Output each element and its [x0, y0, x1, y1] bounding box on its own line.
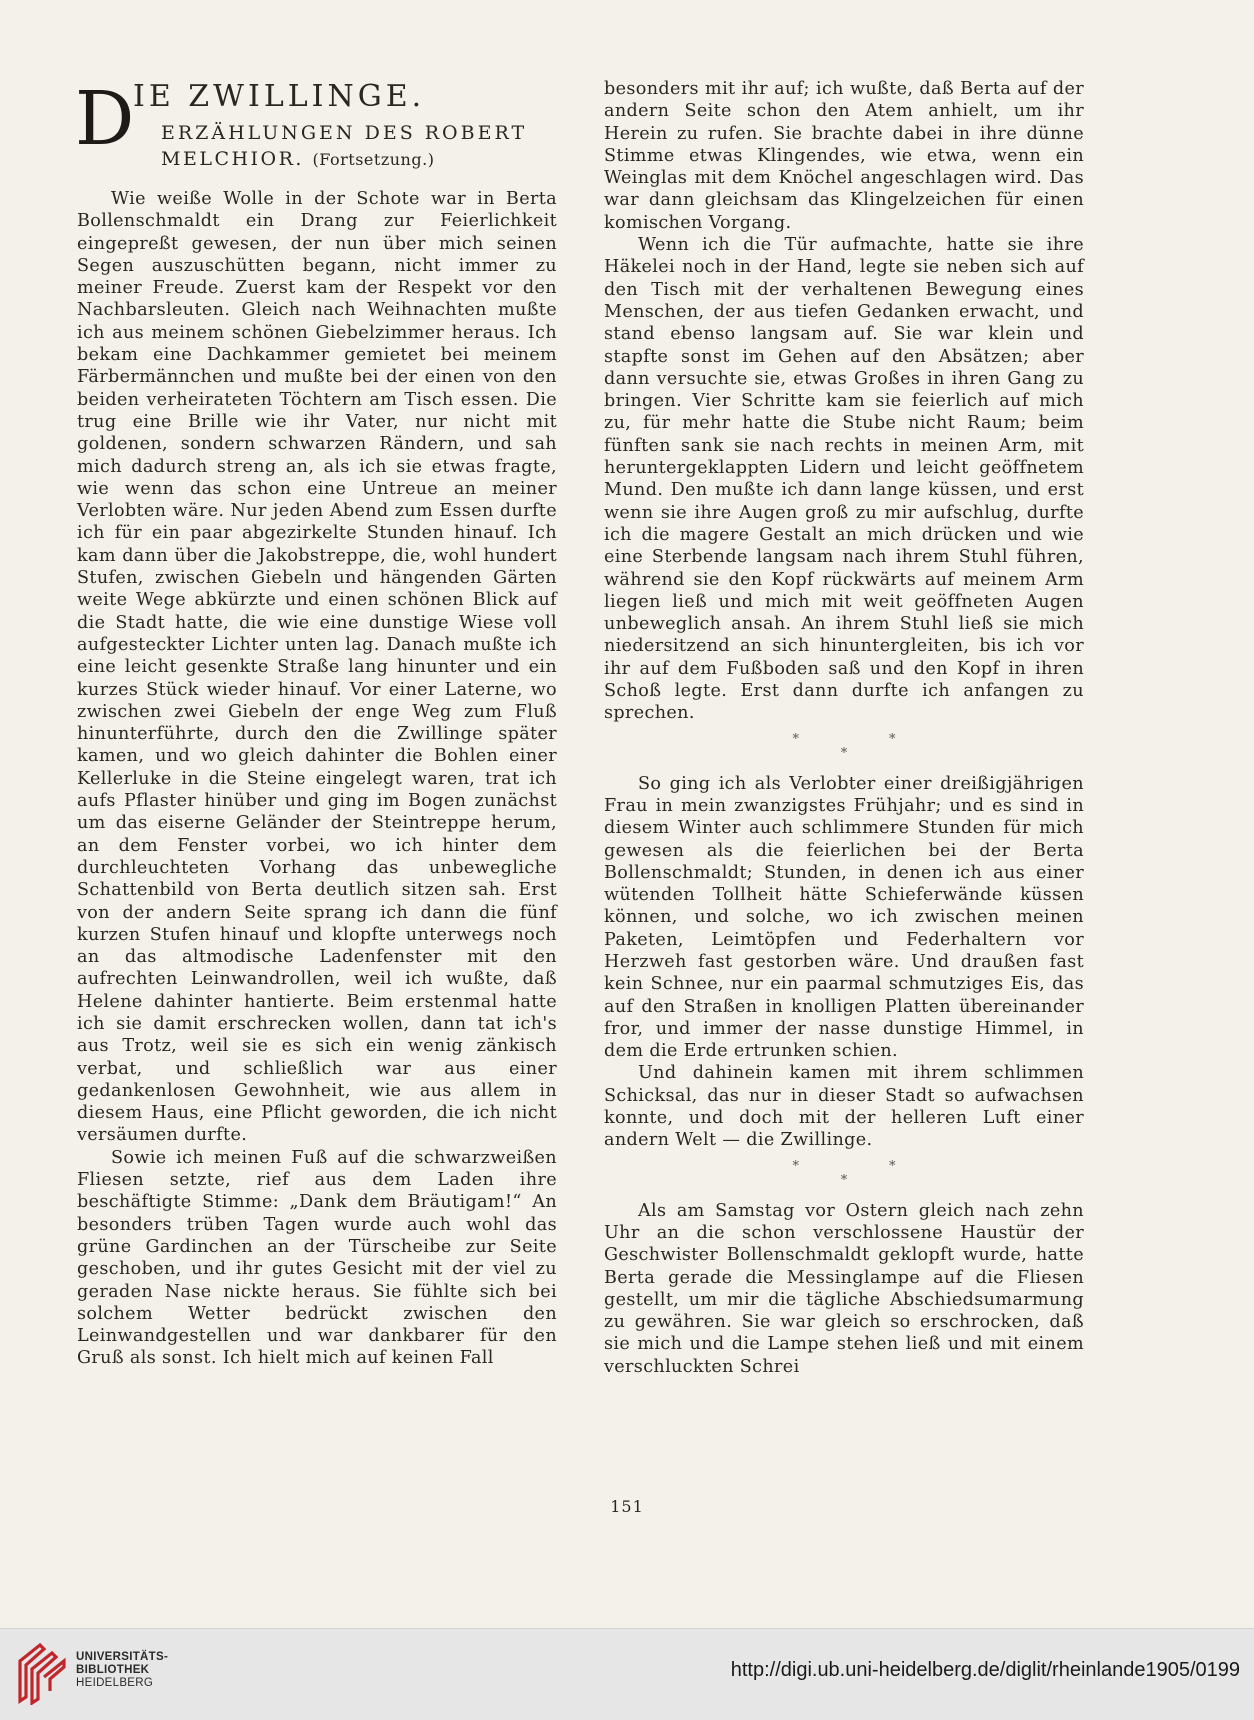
title-continuation-note: (Fortsetzung.): [312, 150, 435, 169]
library-name-line: UNIVERSITÄTS-: [76, 1651, 169, 1663]
paragraph: Wie weiße Wolle in der Schote war in Berta Bollenschmaldt ein Drang zur Feierlichkeit eingepreßt gewesen, der nun über mich seinen Segen auszuschütten begann, nicht immer zu meiner Freude. Zuerst kam der Respekt vor den Nachbarsleuten. Gleich nach Weihnachten mußte ich aus meinem schönen Giebelzimmer heraus. Ich bekam eine Dachkammer gemietet bei meinem Färbermännchen und mußte bei der einen von den beiden verheirateten Töchtern am Tisch essen. Die trug eine Brille wie ihr Vater, nur nicht mit goldenen, sondern schwarzen Rändern, und sah mich dadurch streng an, als ich sie etwas fragte, wie wenn das schon eine Untreue an meiner Verlobten wäre. Nur jeden Abend zum Essen durfte ich für ein paar abgezirkelte Stunden hinauf. Ich kam dann über die Jakobstreppe, die, wohl hundert Stufen, zwischen Giebeln und hängenden Gärten weite Wege abkürzte und einen schönen Blick auf die Stadt hatte, die wie eine dunstige Wiese voll aufgesteckter Lichter unten lag. Danach mußte ich eine leicht gesenkte Straße lang hinunter und ein kurzes Stück wieder hinauf. Vor einer Laterne, wo zwischen zwei Giebeln der enge Weg zum Fluß hinunterführte, durch den die Zwillinge später kamen, und wo gleich dahinter die Bohlen einer Kellerluke in die Steine eingelegt waren, trat ich aufs Pflaster hinüber und ging im Bogen zunächst um das eiserne Geländer der Steintreppe herum, an dem Fenster vorbei, wo ich hinter dem durchleuchteten Vorhang das unbewegliche Schattenbild von Berta deutlich sitzen sah. Erst von der andern Seite sprang ich dann die fünf kurzen Stufen hinauf und klopfte unterwegs noch an das altmodische Ladenfenster mit den aufrechten Leinwandrollen, weil ich wußte, daß Helene dahinter hantierte. Beim erstenmal hatte ich sie damit erschrecken wollen, dann tat ich's aus Trotz, weil sie es sich ein wenig zänkisch verbat, und schließlich war aus einer gedankenlosen Gewohnheit, wie aus allem in diesem Haus, eine Pflicht geworden, die ich nicht versäumen durfte.: [77, 189, 557, 1146]
library-name: [76, 1651, 168, 1690]
section-separator: [604, 1160, 1084, 1188]
asterisk: *: [889, 731, 896, 747]
asterisk: *: [792, 731, 799, 747]
asterisk: *: [792, 1158, 799, 1174]
left-column: [77, 78, 557, 1370]
library-name-line: HEIDELBERG: [76, 1677, 154, 1689]
paragraph: So ging ich als Verlobter einer dreißigjährigen Frau in mein zwanzigstes Frühjahr; und es sind in diesem Winter auch schlimmere Stunden für mich gewesen als die feierlichen bei der Berta Bollenschmaldt; Stunden, in denen ich aus einer wütenden Tollheit hätte Schieferwände küssen können, und solche, wo ich zwischen meinen Paketen, Leimtöpfen und Federhaltern vor Herzweh fast gestorben wäre. Und draußen fast kein Schnee, nur ein paarmal schmutziges Eis, das auf den Straßen in knolligen Platten übereinander fror, und immer der nasse dunstige Himmel, in dem die Erde ertrunken schien.: [604, 773, 1084, 1062]
article-title: [77, 78, 557, 180]
paragraph: besonders mit ihr auf; ich wußte, daß Berta auf der andern Seite schon den Atem anhielt, um ihr Herein zu rufen. Sie brachte dabei in ihre dünne Stimme etwas Klingendes, wie etwa, wenn ein Weinglas mit dem Knöchel angeschlagen wird. Das war dann gleichsam das Klingelzeichen für einen komischen Vorgang.: [604, 79, 1084, 233]
title-dropcap: D: [75, 76, 135, 162]
library-name-line: BIBLIOTHEK: [76, 1664, 150, 1676]
paragraph: Und dahinein kamen mit ihrem schlimmen Schicksal, das nur in dieser Stadt so aufwachsen konnte, und doch mit der helleren Luft einer andern Welt — die Zwillinge.: [604, 1063, 1084, 1151]
permalink-url[interactable]: http://digi.ub.uni-heidelberg.de/diglit/rheinlande1905/0199: [730, 1659, 1240, 1681]
paragraph: Sowie ich meinen Fuß auf die schwarzweißen Fliesen setzte, rief aus dem Laden ihre beschäftigte Stimme: „Dank dem Bräutigam!“ An besonders trüben Tagen wurde auch wohl das grüne Gardinchen an der Türscheibe zur Seite geschoben, und ihr gutes Gesicht mit der viel zu geraden Nase nickte heraus. Sie fühlte sich bei solchem Wetter bedrückt zwischen den Leinwandgestellen und war dankbarer für den Gruß als sonst. Ich hielt mich auf keinen Fall: [77, 1147, 557, 1369]
asterisk: *: [889, 1158, 896, 1174]
paragraph: Als am Samstag vor Ostern gleich nach zehn Uhr an die schon verschlossene Haustür der Geschwister Bollenschmaldt geklopft wurde, hatte Berta gerade die Messinglampe auf die Fliesen gestellt, um mir die tägliche Abschiedsumarmung zu gewähren. Sie war gleich so erschrocken, daß sie mich und die Lampe stehen ließ und mit einem verschluckten Schrei: [604, 1200, 1084, 1377]
paragraph: Wenn ich die Tür aufmachte, hatte sie ihre Häkelei noch in der Hand, legte sie neben sich auf den Tisch mit der verhaltenen Bewegung eines Menschen, der aus tiefen Gedanken erwacht, und stand ebenso langsam auf. Sie war klein und stapfte sonst im Gehen auf den Absätzen; aber dann versuchte sie, etwas Großes in ihren Gang zu bringen. Vier Schritte kam sie feierlich auf mich zu, für mehr hatte die Stube nicht Raum; beim fünften sank sie nach rechts in meinen Arm, mit heruntergeklappten Lidern und leicht geöffnetem Mund. Den mußte ich dann lange küssen, und erst wenn sie ihre Augen groß zu mir aufschlug, durfte ich die magere Gestalt an mich drücken und wie eine Sterbende langsam nach ihrem Stuhl führen, während sie den Kopf rückwärts auf meinem Arm liegen ließ und mich mit weit geöffneten Augen unbeweglich ansah. An ihrem Stuhl ließ sie mich niedersitzend an sich hinuntergleiten, bis ich vor ihr auf dem Fußboden saß und den Kopf in ihren Schoß legte. Erst dann durfte ich anfangen zu sprechen.: [604, 235, 1084, 724]
title-author: [161, 148, 434, 171]
page-number: 151: [610, 1497, 644, 1516]
section-separator: [604, 733, 1084, 761]
library-logo-icon: [14, 1641, 70, 1705]
asterisk: *: [840, 745, 848, 761]
title-main: IE ZWILLINGE.: [133, 79, 426, 114]
title-author-name: MELCHIOR.: [161, 148, 304, 170]
footer-bar: [0, 1628, 1254, 1720]
title-subtitle: ERZÄHLUNGEN DES ROBERT: [161, 122, 528, 144]
right-column: [604, 78, 1084, 1378]
asterisk: *: [840, 1172, 848, 1188]
